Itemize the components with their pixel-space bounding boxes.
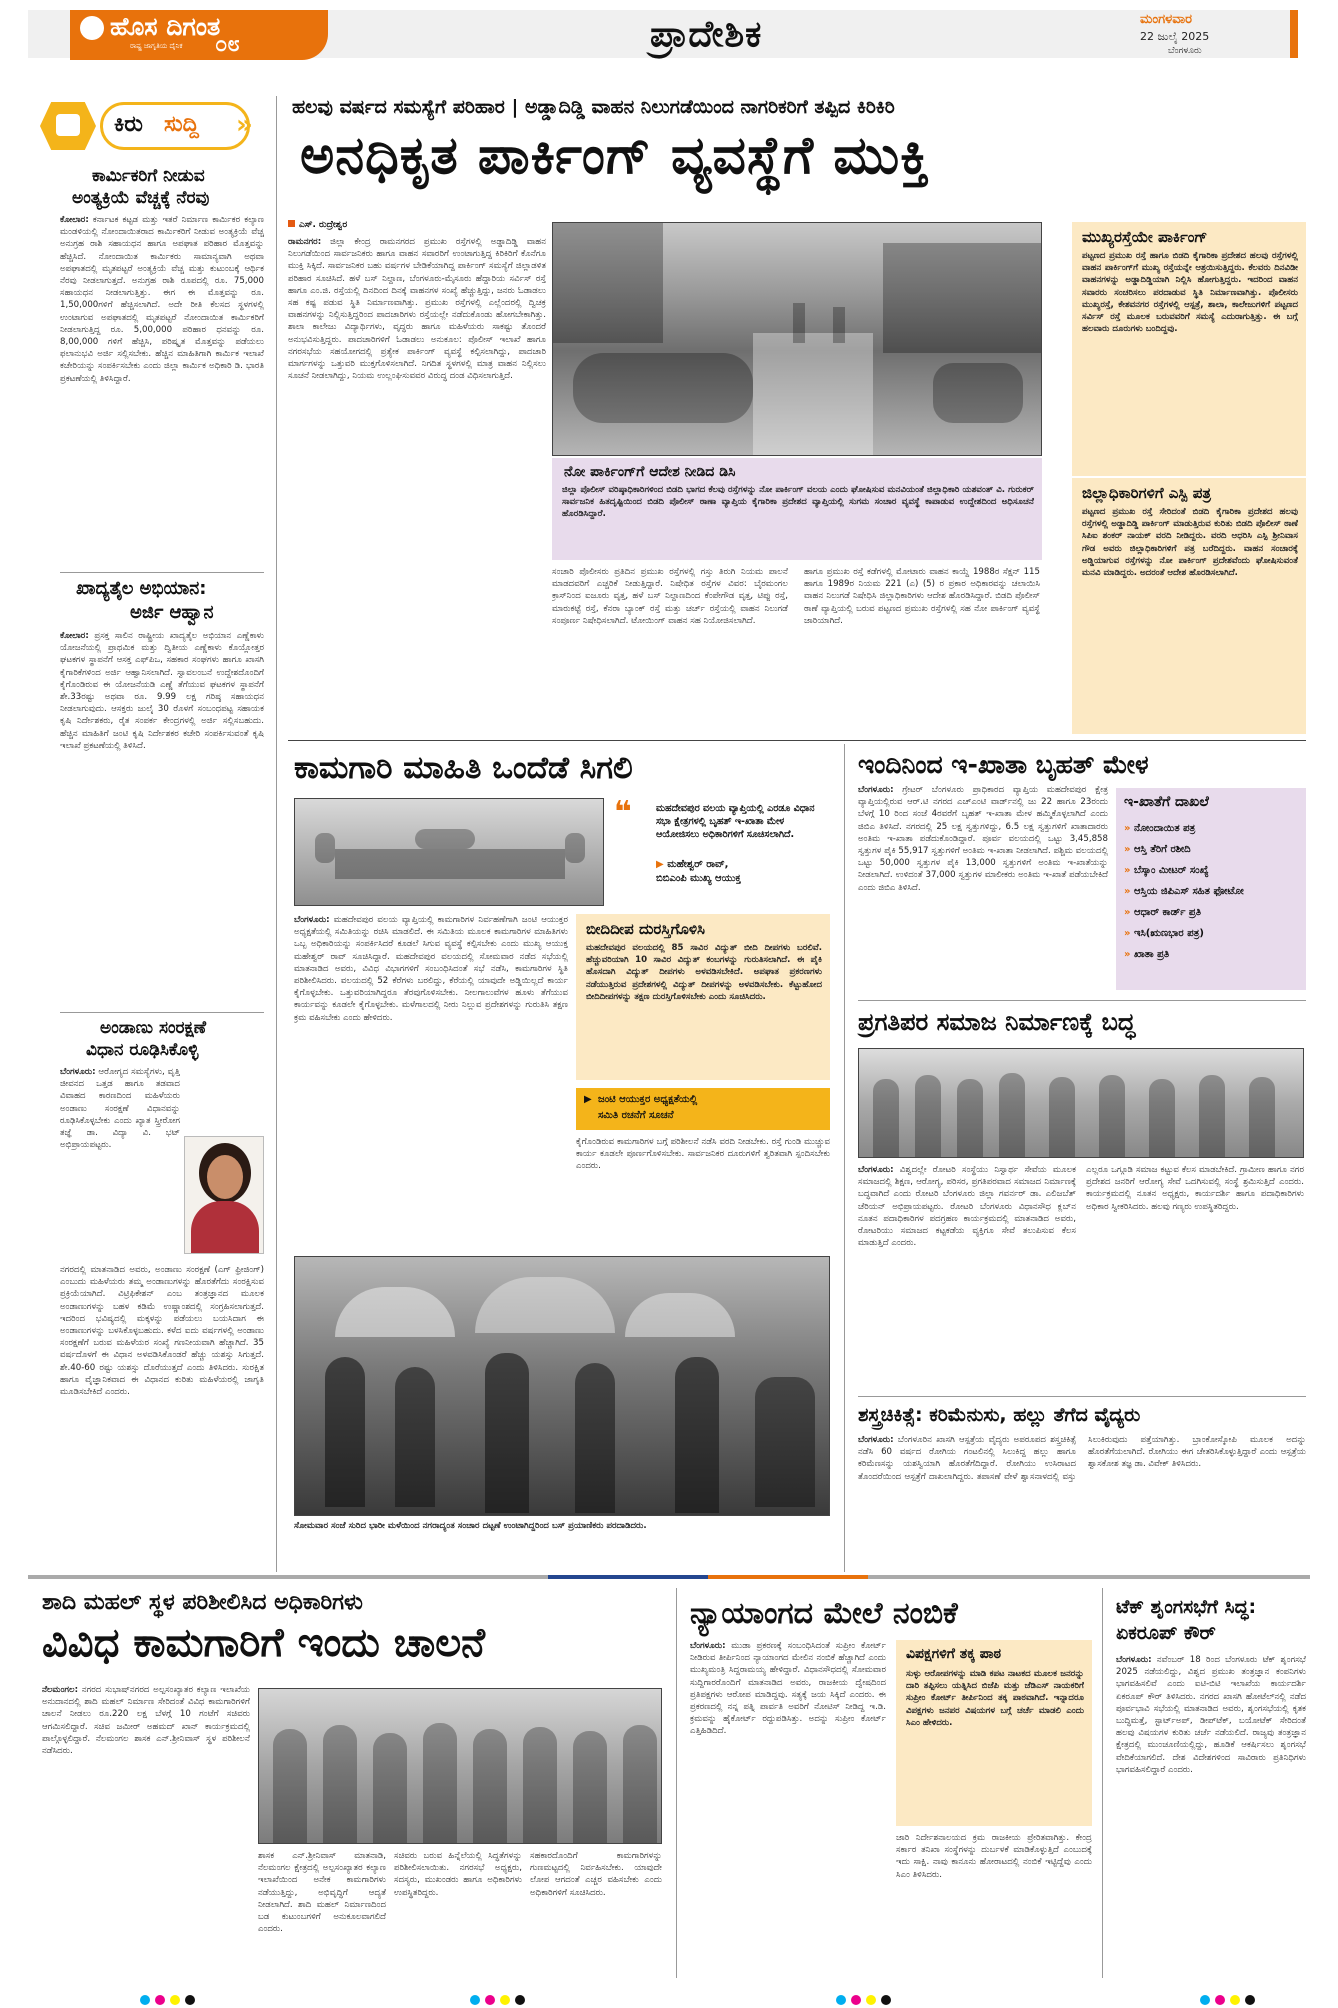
story3-text-a: ಆರೋಗ್ಯದ ಸಮಸ್ಯೆಗಳು, ವೃತ್ತಿ ಜೀವನದ ಒತ್ತಡ ಹಾಗೂ ತಡವಾದ ವಿವಾಹದ ಕಾರಣದಿಂದ ಮಹಿಳೆಯರು ಅಂಡಾಣು ಸಂರಕ್ಷಣೆ ವಿಧಾನವನ್ನು ರೂಢಿಸಿಕೊಳ್ಳಬೇಕು ಎಂದು ಖ್ಯಾತ ಸ್ತ್ರೀರೋಗ ತಜ್ಞೆ ಡಾ. ವಿದ್ಯಾ ವಿ. ಭಟ್ ಅಭಿಪ್ರಾಯಪಟ್ಟರು. (60, 1067, 180, 1151)
work-info-quote-role: ಬಿಬಿಎಂಪಿ ಮುಖ್ಯ ಆಯುಕ್ತ (656, 873, 741, 884)
story2-body (60, 630, 264, 1008)
lead-headline: ಅನಧಿಕೃತ ಪಾರ್ಕಿಂಗ್ ವ್ಯವಸ್ಥೆಗೆ ಮುಕ್ತಿ (300, 126, 930, 186)
parking-photo-caption-body: ಜಿಲ್ಲಾ ಪೊಲೀಸ್ ವರಿಷ್ಠಾಧಿಕಾರಿಗಳಿಂದ ಬಿಡದಿ ಭಾಗದ ಕೆಲವು ರಸ್ತೆಗಳನ್ನು ನೋ ಪಾರ್ಕಿಂಗ್ ವಲಯ ಎಂದು ಘೋಷಿಸುವ ಮನವಿಯಂತೆ ಜಿಲ್ಲಾಧಿಕಾರಿ ಯಶವಂತ್ ವಿ. ಗುರುಕರ್ ಸಾರ್ವಜನಿಕ ಹಿತದೃಷ್ಟಿಯಿಂದ ಬಿಡದಿ ಪೊಲೀಸ್ ಠಾಣಾ ವ್ಯಾಪ್ತಿಯ ಕೈಗಾರಿಕಾ ಪ್ರದೇಶದ ವ್ಯಾಪ್ತಿಯಲ್ಲಿ ಸುಗಮ ಸಂಚಾರ ವ್ಯವಸ್ಥೆ ಕಾಪಾಡುವ ಉದ್ದೇಶದಿಂದ ಅಧಿಸೂಚನೆ ಹೊರಡಿಸಿದ್ದಾರೆ. (562, 485, 1034, 520)
ekhata-doc-item: » ಬೆಸ್ಕಾಂ ಮೀಟರ್ ಸಂಖ್ಯೆ (1124, 865, 1209, 876)
ekhata-headline: ಇಂದಿನಿಂದ ಇ-ಖಾತಾ ಬೃಹತ್ ಮೇಳ (858, 750, 1149, 779)
shadi-body-b: ಸಚಿವರು ಬರುವ ಹಿನ್ನೆಲೆಯಲ್ಲಿ ಸಿದ್ಧತೆಗಳನ್ನು ಪರಿಶೀಲಿಸಲಾಯಿತು. ನಗರಸಭೆ ಅಧ್ಯಕ್ಷರು, ಸದಸ್ಯರು, ಮುಖಂಡರು ಹಾಗೂ ಅಧಿಕಾರಿಗಳು ಉಪಸ್ಥಿತರಿದ್ದರು. (394, 1851, 522, 1898)
court-body-a-text: ಮುಡಾ ಪ್ರಕರಣಕ್ಕೆ ಸಂಬಂಧಿಸಿದಂತೆ ಸುಪ್ರೀಂ ಕೋರ್ಟ್ ನೀಡಿರುವ ತೀರ್ಪಿನಿಂದ ನ್ಯಾಯಾಂಗದ ಮೇಲಿನ ನಂಬಿಕೆ ಹೆಚ್ಚಾಗಿದೆ ಎಂದು ಮುಖ್ಯಮಂತ್ರಿ ಸಿದ್ದರಾಮಯ್ಯ ಹೇಳಿದ್ದಾರೆ. ವಿಧಾನಸೌಧದಲ್ಲಿ ಸೋಮವಾರ ಸುದ್ದಿಗಾರರೊಂದಿಗೆ ಮಾತನಾಡಿದ ಅವರು, ರಾಜಕೀಯ ದ್ವೇಷದಿಂದ ಪ್ರತಿಪಕ್ಷಗಳು ಆರೋಪ ಮಾಡಿದ್ದವು. ಸತ್ಯಕ್ಕೆ ಜಯ ಸಿಕ್ಕಿದೆ ಎಂದರು. ಈ ಪ್ರಕರಣದಲ್ಲಿ ನನ್ನ ಪತ್ನಿ ಪಾರ್ವತಿ ಅವರಿಗೆ ನೋಟಿಸ್ ನೀಡಿದ್ದ ಇ.ಡಿ. ಕ್ರಮವನ್ನು ಹೈಕೋರ್ಟ್ ರದ್ದುಪಡಿಸಿತ್ತು. ಅದನ್ನು ಸುಪ್ರೀಂ ಕೋರ್ಟ್ ಎತ್ತಿಹಿಡಿದಿದೆ. (690, 1641, 886, 1737)
page-number: ೦೮ (215, 32, 240, 57)
shadi-body-c: ಸಹಕಾರದೊಂದಿಗೆ ಕಾಮಗಾರಿಗಳನ್ನು ಗುಣಮಟ್ಟದಲ್ಲಿ ನಿರ್ವಹಿಸಬೇಕು. ಯಾವುದೇ ಲೋಪ ಆಗದಂತೆ ಎಚ್ಚರ ವಹಿಸಬೇಕು ಎಂದು ಅಧಿಕಾರಿಗಳಿಗೆ ಸೂಚಿಸಿದರು. (530, 1851, 662, 1898)
ekhata-docs-title: ಇ-ಖಾತೆಗೆ ದಾಖಲೆ (1124, 794, 1209, 810)
court-box-title: ವಿಪಕ್ಷಗಳಿಗೆ ತಕ್ಕ ಪಾಠ (906, 1646, 1002, 1662)
shadi-place: ನೆಲಮಂಗಲ: (42, 1685, 79, 1695)
chevron-right-icon: » (1124, 823, 1134, 834)
section-color-bar-orange (708, 1575, 868, 1579)
surgery-headline: ಶಸ್ತ್ರಚಿಕಿತ್ಸೆ: ಕರಿಮೆನುಸು, ಹಲ್ಲು ತೆಗೆದ ವೈದ್ಯರು (858, 1404, 1141, 1426)
masthead-day: ಮಂಗಳವಾರ (1140, 12, 1193, 27)
streetlight-body: ಮಹದೇವಪುರ ವಲಯದಲ್ಲಿ 85 ಸಾವಿರ ವಿದ್ಯುತ್ ಬೀದಿ ದೀಪಗಳು ಬರಲಿವೆ. ಹೆಚ್ಚುವರಿಯಾಗಿ 10 ಸಾವಿರ ವಿದ್ಯುತ್ ಕಂಬಗಳನ್ನು ಗುರುತಿಸಲಾಗಿದೆ. ಈ ಪೈಕಿ ಹೊಸದಾಗಿ ವಿದ್ಯುತ್ ದೀಪಗಳು ಅಳವಡಿಸಬೇಕಿದೆ. ಅಪಘಾತ ಪ್ರಕರಣಗಳು ನಡೆಯುತ್ತಿರುವ ಪ್ರದೇಶಗಳಲ್ಲಿ ವಿದ್ಯುತ್ ದೀಪಗಳನ್ನು ಅಳವಡಿಸಬೇಕು. ಕೆಟ್ಟುಹೋದ ಬೀದಿದೀಪಗಳನ್ನು ತಕ್ಷಣ ದುರಸ್ತಿಗೊಳಿಸಬೇಕು ಎಂದು ಸೂಚಿಸಿದರು. (586, 943, 822, 1002)
left-divider-1 (60, 572, 264, 573)
registration-marks-far (1200, 1990, 1260, 2002)
work-info-headline: ಕಾಮಗಾರಿ ಮಾಹಿತಿ ಒಂದೆಡೆ ಸಿಗಲಿ (294, 750, 633, 786)
pointing-hand-icon (40, 102, 96, 150)
lead-col2 (552, 566, 788, 736)
lead-byline (288, 220, 347, 230)
section-title: ಪ್ರಾದೇಶಿಕ (650, 14, 763, 55)
bottom-divider-1 (676, 1588, 677, 1978)
committee-badge: ▶ ಜಂಟಿ ಆಯುಕ್ತರ ಅಧ್ಯಕ್ಷತೆಯಲ್ಲಿ ಸಮಿತಿ ರಚನೆಗೆ ಸೂಚನೆ (576, 1088, 830, 1130)
story1-place: ಕೋಲಾರ: (60, 215, 89, 225)
story2-title-a: ಖಾದ್ಯತೈಲ ಅಭಿಯಾನ: (76, 578, 207, 599)
court-body-a (690, 1640, 886, 1980)
chevron-right-icon: » (1124, 949, 1134, 960)
chevron-right-icon: » (1124, 907, 1134, 918)
chevron-right-icon: » (1124, 928, 1134, 939)
shadi-body-a (42, 1684, 250, 1980)
ekhata-doc-item: » ಖಾತಾ ಪ್ರತಿ (1124, 949, 1170, 960)
story1-title-a: ಕಾರ್ಮಿಕರಿಗೆ ನೀಡುವ (92, 166, 205, 186)
committee-label-b: ಸಮಿತಿ ರಚನೆಗೆ ಸೂಚನೆ (598, 1110, 674, 1121)
court-body-b: ಜಾರಿ ನಿರ್ದೇಶನಾಲಯದ ಕ್ರಮ ರಾಜಕೀಯ ಪ್ರೇರಿತವಾಗಿತ್ತು. ಕೇಂದ್ರ ಸರ್ಕಾರ ತನಿಖಾ ಸಂಸ್ಥೆಗಳನ್ನು ದುರ್ಬಳಕೆ ಮಾಡಿಕೊಳ್ಳುತ್ತಿದೆ ಎಂಬುದಕ್ಕೆ ಇದು ಸಾಕ್ಷಿ. ನಾವು ಕಾನೂನು ಹೋರಾಟದಲ್ಲಿ ನಂಬಿಕೆ ಇಟ್ಟಿದ್ದೆವು ಎಂದು ಸಿಎಂ ತಿಳಿಸಿದರು. (896, 1833, 1092, 1880)
section-color-bar-grey (28, 1575, 548, 1579)
shadi-body-a-text: ನಗರದ ಸುಭಾಷ್‌ನಗರದ ಅಲ್ಪಸಂಖ್ಯಾತರ ಕಲ್ಯಾಣ ಇಲಾಖೆಯ ಅನುದಾನದಲ್ಲಿ ಶಾದಿ ಮಹಲ್ ನಿರ್ಮಾಣ ಸೇರಿದಂತೆ ವಿವಿಧ ಕಾಮಗಾರಿಗಳಿಗೆ ಚಾಲನೆ ನೀಡಲು ರೂ.220 ಲಕ್ಷ ಬೆಳಗ್ಗೆ 10 ಗಂಟೆಗೆ ಸಚಿವರು ಆಗಮಿಸಲಿದ್ದಾರೆ. ಸಚಿವ ಜಮೀರ್ ಅಹಮದ್ ಖಾನ್ ಕಾರ್ಯಕ್ರಮದಲ್ಲಿ ಪಾಲ್ಗೊಳ್ಳಲಿದ್ದಾರೆ. ನೆಲಮಂಗಲ ಶಾಸಕ ಎನ್.ಶ್ರೀನಿವಾಸ್ ಸ್ಥಳ ಪರಿಶೀಲನೆ ನಡೆಸಿದರು. (42, 1685, 250, 1757)
doctor-portrait (184, 1136, 264, 1254)
registration-marks-mid (470, 1990, 530, 2002)
side-box-2-title: ಜಿಲ್ಲಾಧಿಕಾರಿಗಳಿಗೆ ಎಸ್ಪಿ ಪತ್ರ (1082, 484, 1211, 502)
logo-text: ಹೊಸ ದಿಗಂತ (110, 12, 221, 41)
section-color-bar-blue (548, 1575, 708, 1579)
shadi-kicker: ಶಾದಿ ಮಹಲ್ ಸ್ಥಳ ಪರಿಶೀಲಿಸಿದ ಅಧಿಕಾರಿಗಳು (42, 1590, 363, 1615)
kirusuddi-badge (40, 102, 264, 150)
section-color-bar-grey2 (868, 1575, 1310, 1579)
ekhata-doc-item: » ಆಧಾರ್ ಕಾರ್ಡ್ ಪ್ರತಿ (1124, 907, 1202, 918)
work-info-body1-text: ಮಹದೇವಪುರ ವಲಯ ವ್ಯಾಪ್ತಿಯಲ್ಲಿ ಕಾಮಗಾರಿಗಳ ನಿರ್ವಹಣೆಗಾಗಿ ಜಂಟಿ ಆಯುಕ್ತರ ಅಧ್ಯಕ್ಷತೆಯಲ್ಲಿ ಸಮಿತಿಯನ್ನು ರಚಿಸಿ ಮಾಡಲಿದೆ. ಈ ಸಮಿತಿಯ ಮೂಲಕ ಕಾಮಗಾರಿಗಳ ಮಾಹಿತಿಗಳು ಒಬ್ಬ ಅಧಿಕಾರಿಯನ್ನು ಸಂಪರ್ಕಿಸಿದರೆ ಕೂಡಲೆ ಸಿಗುವ ವ್ಯವಸ್ಥೆ ಕಲ್ಪಿಸಬೇಕು ಎಂದು ಮುಖ್ಯ ಆಯುಕ್ತ ಮಹೇಶ್ವರ್ ರಾವ್ ಸೂಚಿಸಿದ್ದಾರೆ. ಮಹದೇವಪುರ ವಲಯದಲ್ಲಿ ಸೋಮವಾರ ನಡೆದ ಸಭೆಯಲ್ಲಿ ಮಾತನಾಡಿದ ಅವರು, ವಿವಿಧ ವಿಭಾಗಗಳಿಗೆ ಸಂಬಂಧಿಸಿದಂತೆ ಸಭೆ ನಡೆಸಿ, ಕಾಮಗಾರಿಗಳ ಸ್ಥಿತಿ ಪರಿಶೀಲಿಸಿದರು. ವಲಯದಲ್ಲಿ 52 ಕೆರೆಗಳು ಬರಲಿದ್ದು, ಕೆರೆಯಲ್ಲಿ ಯಾವುದೇ ಅಡ್ಡಿಯಿಲ್ಲದೆ ಕಾರ್ಯ ಕೈಗೊಳ್ಳಬೇಕು. ಒತ್ತುವರಿಯಾಗಿದ್ದರೂ ತೆರವುಗೊಳಿಸಬೇಕು. ನೀಲಗಾಲುವೆಗಳ ಹೂಳು ತೆಗೆಯುವ ಕಾರ್ಯವನ್ನು ಕೂಡಲೇ ಕೈಗೊಳ್ಳಬೇಕು. ಮಳೆಗಾಲದಲ್ಲಿ ನೀರು ನಿಲ್ಲುವ ಪ್ರದೇಶಗಳನ್ನು ಗುರುತಿಸಿ ತಕ್ಷಣ ಕ್ರಮ ವಹಿಸಬೇಕು ಎಂದು ಹೇಳಿದರು. (294, 915, 568, 1023)
work-info-quote-by: ▶ ಮಹೇಶ್ವರ್ ರಾವ್, ಬಿಬಿಎಂಪಿ ಮುಖ್ಯ ಆಯುಕ್ತ (656, 859, 741, 884)
court-place: ಬೆಂಗಳೂರು: (690, 1641, 726, 1651)
chevron-right-icon: » (1124, 844, 1134, 855)
lead-col1-text: ಜಿಲ್ಲಾ ಕೇಂದ್ರ ರಾಮನಗರದ ಪ್ರಮುಖ ರಸ್ತೆಗಳಲ್ಲಿ ಅಡ್ಡಾದಿಡ್ಡಿ ವಾಹನ ನಿಲುಗಡೆಯಿಂದ ಸಾರ್ವಜನಿಕರು ಹಾಗೂ ವಾಹನ ಸವಾರರಿಗೆ ಉಂಟಾಗುತ್ತಿದ್ದ ಕಿರಿಕಿರಿಗೆ ಕೊನೆಗೂ ಮುಕ್ತಿ ಸಿಕ್ಕಿದೆ. ಸಾರ್ವಜನಿಕರ ಬಹು ವರ್ಷಗಳ ಬೇಡಿಕೆಯಾಗಿದ್ದ ಪಾರ್ಕಿಂಗ್ ಸಮಸ್ಯೆಗೆ ಜಿಲ್ಲಾಡಳಿತ ಪರಿಹಾರ ಸೂಚಿಸಿದೆ. ಹಳೆ ಬಸ್ ನಿಲ್ದಾಣ, ಬೆಂಗಳೂರು-ಮೈಸೂರು ಹೆದ್ದಾರಿಯ ಸರ್ವಿಸ್ ರಸ್ತೆ ಹಾಗೂ ಎಂ.ಜಿ. ರಸ್ತೆಯಲ್ಲಿ ದಿನದಿಂದ ದಿನಕ್ಕೆ ವಾಹನಗಳ ಸಂಖ್ಯೆ ಹೆಚ್ಚುತ್ತಿದ್ದು, ಜನರು ಓಡಾಡಲು ಸಹ ಕಷ್ಟ ಪಡುವ ಸ್ಥಿತಿ ನಿರ್ಮಾಣವಾಗಿತ್ತು. ಪ್ರಮುಖ ರಸ್ತೆಗಳಲ್ಲಿ ಎಲ್ಲೆಂದರಲ್ಲಿ ದ್ವಿಚಕ್ರ ವಾಹನಗಳನ್ನು ನಿಲ್ಲಿಸುತ್ತಿದ್ದರಿಂದ ಪಾದಚಾರಿಗಳು ರಸ್ತೆಯಲ್ಲೇ ನಡೆದುಕೊಂಡು ಹೋಗಬೇಕಾಗಿತ್ತು. ಶಾಲಾ ಕಾಲೇಜು ವಿದ್ಯಾರ್ಥಿಗಳು, ವೃದ್ಧರು ಹಾಗೂ ಮಹಿಳೆಯರು ಸಾಕಷ್ಟು ತೊಂದರೆ ಅನುಭವಿಸುತ್ತಿದ್ದರು. ಪಾದಚಾರಿಗಳಿಗೆ ಓಡಾಡಲು ಅನುಕೂಲ: ಪೊಲೀಸ್ ಇಲಾಖೆ ಹಾಗೂ ನಗರಸಭೆಯ ಸಹಯೋಗದಲ್ಲಿ ಪ್ರತ್ಯೇಕ ಪಾರ್ಕಿಂಗ್ ವ್ಯವಸ್ಥೆ ಕಲ್ಪಿಸಲಾಗಿದ್ದು, ಪಾದಚಾರಿ ಮಾರ್ಗಗಳನ್ನು ಒತ್ತುವರಿ ಮುಕ್ತಗೊಳಿಸಲಾಗಿದೆ. ನಿಗದಿತ ಸ್ಥಳಗಳಲ್ಲಿ ಮಾತ್ರ ವಾಹನ ನಿಲ್ಲಿಸಲು ಸೂಚನೆ ನೀಡಲಾಗಿದ್ದು, ನಿಯಮ ಉಲ್ಲಂಘಿಸುವವರ ವಿರುದ್ಧ ದಂಡ ವಿಧಿಸಲಾಗುತ್ತಿದೆ. (288, 237, 546, 382)
mid-column-divider (844, 744, 845, 1572)
shadi-headline: ವಿವಿಧ ಕಾಮಗಾರಿಗೆ ಇಂದು ಚಾಲನೆ (42, 1620, 485, 1666)
lead-place: ರಾಮನಗರ: (288, 237, 322, 247)
teck-body-text: ನವೆಂಬರ್ 18 ರಿಂದ ಬೆಂಗಳೂರು ಟೆಕ್ ಶೃಂಗಸಭೆ 2025 ನಡೆಯಲಿದ್ದು, ವಿಶ್ವದ ಪ್ರಮುಖ ತಂತ್ರಜ್ಞಾನ ಕಂಪನಿಗಳು ಭಾಗವಹಿಸಲಿವೆ ಎಂದು ಐಟಿ-ಬಿಟಿ ಇಲಾಖೆಯ ಕಾರ್ಯದರ್ಶಿ ಏಕರೂಪ್ ಕೌರ್ ತಿಳಿಸಿದರು. ನಗರದ ಖಾಸಗಿ ಹೋಟೆಲ್‌ನಲ್ಲಿ ನಡೆದ ಪೂರ್ವಭಾವಿ ಸಭೆಯಲ್ಲಿ ಮಾತನಾಡಿದ ಅವರು, ಶೃಂಗಸಭೆಯಲ್ಲಿ ಕೃತಕ ಬುದ್ಧಿಮತ್ತೆ, ಸ್ಟಾರ್ಟ್‌ಅಪ್, ಡೀಪ್‌ಟೆಕ್, ಬಯೋಟೆಕ್ ಸೇರಿದಂತೆ ಹಲವು ವಿಷಯಗಳ ಕುರಿತು ಚರ್ಚೆ ನಡೆಯಲಿದೆ. ರಾಜ್ಯವು ತಂತ್ರಜ್ಞಾನ ಕ್ಷೇತ್ರದಲ್ಲಿ ಮುಂಚೂಣಿಯಲ್ಲಿದ್ದು, ಹೂಡಿಕೆ ಆಕರ್ಷಿಸಲು ಶೃಂಗಸಭೆ ವೇದಿಕೆಯಾಗಲಿದೆ. ದೇಶ ವಿದೇಶಗಳಿಂದ ಸಾವಿರಾರು ಪ್ರತಿನಿಧಿಗಳು ಭಾಗವಹಿಸಲಿದ್ದಾರೆ ಎಂದರು. (1116, 1655, 1306, 1775)
story3-body-b: ನಗರದಲ್ಲಿ ಮಾತನಾಡಿದ ಅವರು, ಅಂಡಾಣು ಸಂರಕ್ಷಣೆ (ಎಗ್ ಫ್ರೀಜಿಂಗ್) ಎಂಬುದು ಮಹಿಳೆಯರು ತಮ್ಮ ಅಂಡಾಣುಗಳನ್ನು ಹೊರತೆಗೆದು ಸಂರಕ್ಷಿಸುವ ಪ್ರಕ್ರಿಯೆಯಾಗಿದೆ. ವಿಟ್ರಿಫಿಕೇಶನ್ ಎಂಬ ತಂತ್ರಜ್ಞಾನದ ಮೂಲಕ ಅಂಡಾಣುಗಳನ್ನು ಬಹಳ ಕಡಿಮೆ ಉಷ್ಣಾಂಶದಲ್ಲಿ ಸಂಗ್ರಹಿಸಲಾಗುತ್ತದೆ. ಇದರಿಂದ ಭವಿಷ್ಯದಲ್ಲಿ ಮಕ್ಕಳನ್ನು ಪಡೆಯಲು ಬಯಸಿದಾಗ ಈ ಅಂಡಾಣುಗಳನ್ನು ಬಳಸಿಕೊಳ್ಳಬಹುದು. ಕಳೆದ ಐದು ವರ್ಷಗಳಲ್ಲಿ ಅಂಡಾಣು ಸಂರಕ್ಷಣೆಗೆ ಬರುವ ಮಹಿಳೆಯರ ಸಂಖ್ಯೆ ಗಣನೀಯವಾಗಿ ಹೆಚ್ಚಾಗಿದೆ. 35 ವರ್ಷದೊಳಗೆ ಈ ವಿಧಾನ ಅಳವಡಿಸಿಕೊಂಡರೆ ಹೆಚ್ಚು ಯಶಸ್ಸು ಸಿಗುತ್ತದೆ. ಶೇ.40-60 ರಷ್ಟು ಯಶಸ್ಸು ದೊರೆಯುತ್ತದೆ ಎಂದು ತಿಳಿಸಿದರು. ಸುರಕ್ಷಿತ ಹಾಗೂ ವೈಜ್ಞಾನಿಕವಾದ ಈ ವಿಧಾನದ ಕುರಿತು ಮಹಿಳೆಯರಲ್ಲಿ ಜಾಗೃತಿ ಮೂಡಿಸಬೇಕಿದೆ ಎಂದರು. (60, 1265, 264, 1398)
teck-body (1116, 1654, 1306, 1980)
teck-place: ಬೆಂಗಳೂರು: (1116, 1655, 1152, 1665)
kirusuddi-label-b: ಸುದ್ದಿ (164, 112, 199, 137)
shadi-photo (258, 1688, 662, 1844)
progressive-place: ಬೆಂಗಳೂರು: (858, 1165, 894, 1175)
left-column-divider (276, 96, 277, 1572)
ekhata-body (858, 784, 1108, 992)
ekhata-bottom-rule (858, 1000, 1306, 1001)
side-box-1-title: ಮುಖ್ಯರಸ್ತೆಯೇ ಪಾರ್ಕಿಂಗ್ (1082, 228, 1208, 246)
lead-byline-text: ಎಸ್. ರುದ್ರೇಶ್ವರ (299, 220, 348, 230)
rain-photo (294, 1256, 830, 1516)
parking-photo (552, 222, 1042, 456)
masthead-accent (1290, 10, 1298, 58)
story3-title-b: ವಿಧಾನ ರೂಢಿಸಿಕೊಳ್ಳಿ (86, 1040, 199, 1060)
progressive-bottom-rule (858, 1396, 1306, 1397)
left-divider-2 (60, 1012, 264, 1013)
teck-headline-b: ಏಕರೂಪ್ ಕೌರ್ (1116, 1622, 1216, 1644)
ekhata-docs-list (1124, 818, 1300, 965)
lead-bottom-rule (288, 740, 1306, 741)
masthead-city: ಬೆಂಗಳೂರು (1168, 46, 1202, 56)
surgery-body (858, 1434, 1306, 1568)
meeting-photo (294, 798, 604, 906)
bottom-divider-2 (1102, 1588, 1103, 1978)
lead-col3: ಹಾಗೂ ಪ್ರಮುಖ ರಸ್ತೆ ಕಡೆಗಳಲ್ಲಿ ಮೋಟಾರು ವಾಹನ ಕಾಯ್ದೆ 1988ರ ಸೆಕ್ಷನ್ 115 ಹಾಗೂ 1989ರ ನಿಯಮ 221 (ಎ) (5) ರ ಪ್ರಕಾರ ಅಧಿಕಾರವನ್ನು ಚಲಾಯಿಸಿ ವಾಹನ ನಿಲುಗಡೆ ನಿಷೇಧಿಸಿ ಜಿಲ್ಲಾಧಿಕಾರಿಗಳು ಆದೇಶ ಹೊರಡಿಸಿದ್ದಾರೆ. ಬಿಡದಿ ಪೊಲೀಸ್ ಠಾಣೆ ವ್ಯಾಪ್ತಿಯಲ್ಲಿ ಬರುವ ಪಟ್ಟಣದ ಪ್ರಮುಖ ರಸ್ತೆಗಳಲ್ಲಿ ಸಹ ನೋ ಪಾರ್ಕಿಂಗ್ ವ್ಯವಸ್ಥೆ ಜಾರಿಯಾಗಿದೆ. (804, 567, 1040, 626)
progressive-body-a (858, 1164, 1076, 1390)
surgery-place: ಬೆಂಗಳೂರು: (858, 1435, 894, 1445)
ekhata-doc-item: » ಇಸಿ(ಋಣಭಾರ ಪತ್ರ) (1124, 928, 1204, 939)
chevron-right-icon: » (236, 110, 253, 140)
kirusuddi-label-a: ಕಿರು (114, 112, 143, 137)
story1-title-b: ಅಂತ್ಯಕ್ರಿಯೆ ವೆಚ್ಚಕ್ಕೆ ನೆರವು (72, 188, 210, 208)
logo-emblem-icon (80, 16, 104, 40)
ekhata-place: ಬೆಂಗಳೂರು: (858, 785, 894, 795)
progressive-body-a-text: ವಿಶ್ವದಲ್ಲೇ ರೋಟರಿ ಸಂಸ್ಥೆಯು ನಿಸ್ವಾರ್ಥ ಸೇವೆಯ ಮೂಲಕ ಸಮಾಜದಲ್ಲಿ ಶಿಕ್ಷಣ, ಆರೋಗ್ಯ, ಪರಿಸರ, ಪ್ರಗತಿಪರವಾದ ಸಮಾಜದ ನಿರ್ಮಾಣಕ್ಕೆ ಬದ್ಧವಾಗಿದೆ ಎಂದು ರೋಟರಿ ಬೆಂಗಳೂರು ಜಿಲ್ಲಾ ಗವರ್ನರ್ ಡಾ. ಎಲಿಜಬೆತ್ ಚೆರಿಯನ್ ಅಭಿಪ್ರಾಯಪಟ್ಟರು. ರೋಟರಿ ಬೆಂಗಳೂರು ವಿಧಾನಸೌಧ ಕ್ಲಬ್‌ನ ನೂತನ ಪದಾಧಿಕಾರಿಗಳ ಪದಗ್ರಹಣ ಕಾರ್ಯಕ್ರಮದಲ್ಲಿ ಮಾತನಾಡಿದ ಅವರು, ರೋಟರಿಯು ಸಮಾಜದ ಕಟ್ಟಕಡೆಯ ವ್ಯಕ್ತಿಗೂ ಸೇವೆ ತಲುಪಿಸುವ ಕೆಲಸ ಮಾಡುತ್ತಿದೆ ಎಂದರು. (858, 1165, 1076, 1249)
committee-label-a: ಜಂಟಿ ಆಯುಕ್ತರ ಅಧ್ಯಕ್ಷತೆಯಲ್ಲಿ (598, 1094, 698, 1105)
lead-col2-text: ಸಂಚಾರಿ ಪೊಲೀಸರು ಪ್ರತಿದಿನ ಪ್ರಮುಖ ರಸ್ತೆಗಳಲ್ಲಿ ಗಸ್ತು ತಿರುಗಿ ನಿಯಮ ಪಾಲನೆ ಮಾಡದವರಿಗೆ ಎಚ್ಚರಿಕೆ ನೀಡುತ್ತಿದ್ದಾರೆ. ನಿಷೇಧಿತ ರಸ್ತೆಗಳ ವಿವರ: ಬೈರಮಂಗಲ ಕ್ರಾಸ್‌ನಿಂದ ಐಜೂರು ವೃತ್ತ, ಹಳೆ ಬಸ್ ನಿಲ್ದಾಣದಿಂದ ಕೆಂಪೇಗೌಡ ವೃತ್ತ, ಟಿಪ್ಪು ರಸ್ತೆ, ಮಾರುಕಟ್ಟೆ ರಸ್ತೆ, ಕೆನರಾ ಬ್ಯಾಂಕ್ ರಸ್ತೆ ಮತ್ತು ಚರ್ಚ್ ರಸ್ತೆಯಲ್ಲಿ ವಾಹನ ನಿಲುಗಡೆ ಸಂಪೂರ್ಣ ನಿಷೇಧಿಸಲಾಗಿದೆ. ಟೋಯಿಂಗ್ ವಾಹನ ಸಹ ನಿಯೋಜಿಸಲಾಗಿದೆ. (552, 567, 788, 626)
teck-headline-a: ಟೆಕ್ ಶೃಂಗಸಭೆಗೆ ಸಿದ್ಧ: (1116, 1596, 1257, 1618)
quote-mark-icon: ❝ (614, 795, 632, 830)
side-box-1-body: ಪಟ್ಟಣದ ಪ್ರಮುಖ ರಸ್ತೆ ಹಾಗೂ ಬಿಡದಿ ಕೈಗಾರಿಕಾ ಪ್ರದೇಶದ ಹಲವು ರಸ್ತೆಗಳಲ್ಲಿ ವಾಹನ ಪಾರ್ಕಿಂಗ್‌ಗೆ ಮುಖ್ಯ ರಸ್ತೆಯನ್ನೇ ಆಶ್ರಯಿಸುತ್ತಿದ್ದರು. ಕೆಲವರು ದಿನವಿಡೀ ವಾಹನಗಳನ್ನು ಅಡ್ಡಾದಿಡ್ಡಿಯಾಗಿ ನಿಲ್ಲಿಸಿ ಹೋಗುತ್ತಿದ್ದರು. ಇದರಿಂದ ವಾಹನ ಸವಾರರು ಸಂಚರಿಸಲು ಪರದಾಡುವ ಸ್ಥಿತಿ ನಿರ್ಮಾಣವಾಗಿತ್ತು. ಪೊಲೀಸರು ಮುಖ್ಯರಸ್ತೆ, ಕೇಶವನಗರ ರಸ್ತೆಗಳಲ್ಲಿ ಆಸ್ಪತ್ರೆ, ಶಾಲಾ, ಕಾಲೇಜುಗಳಿಗೆ ಪಟ್ಟಣದ ಸರ್ವಿಸ್ ರಸ್ತೆ ಮೂಲಕ ಬರುವವರಿಗೆ ಸಮಸ್ಯೆ ಎದುರಾಗುತ್ತಿತ್ತು. ಈ ಬಗ್ಗೆ ಹಲವಾರು ದೂರುಗಳು ಬಂದಿದ್ದವು. (1082, 251, 1298, 335)
ekhata-doc-item: » ನೋಂದಾಯಿತ ಪತ್ರ (1124, 823, 1196, 834)
rain-photo-caption: ಸೋಮವಾರ ಸಂಜೆ ಸುರಿದ ಭಾರೀ ಮಳೆಯಿಂದ ನಗರಾದ್ಯಂತ ಸಂಚಾರ ದಟ್ಟಣೆ ಉಂಟಾಗಿದ್ದರಿಂದ ಬಸ್ ಪ್ರಯಾಣಿಕರು ಪರದಾಡಿದರು. (294, 1521, 647, 1531)
logo-block (70, 10, 328, 60)
rotary-photo (858, 1048, 1304, 1158)
registration-marks-left (140, 1990, 200, 2002)
chevron-right-icon: » (1124, 886, 1134, 897)
story3-body-a (60, 1066, 180, 1262)
lead-kicker: ಹಲವು ವರ್ಷದ ಸಮಸ್ಯೆಗೆ ಪರಿಹಾರ | ಅಡ್ಡಾದಿಡ್ಡಿ ವಾಹನ ನಿಲುಗಡೆಯಿಂದ ನಾಗರಿಕರಿಗೆ ತಪ್ಪಿದ ಕಿರಿಕಿರಿ (292, 96, 895, 118)
story2-text: ಪ್ರಸಕ್ತ ಸಾಲಿನ ರಾಷ್ಟ್ರೀಯ ಖಾದ್ಯತೈಲ ಅಭಿಯಾನ ಎಣ್ಣೆಕಾಳು ಯೋಜನೆಯಲ್ಲಿ ಪ್ರಾಥಮಿಕ ಮತ್ತು ದ್ವಿತೀಯ ಎಣ್ಣೆಕಾಳು ಕೊಯ್ಲೋತ್ತರ ಘಟಕಗಳ ಸ್ಥಾಪನೆಗೆ ಆಸಕ್ತ ಎಫ್‌ಪಿಒ, ಸಹಕಾರ ಸಂಘಗಳು ಹಾಗೂ ಖಾಸಗಿ ಕೈಗಾರಿಕೆಗಳಿಂದ ಅರ್ಜಿ ಆಹ್ವಾನಿಸಲಾಗಿದೆ. ಸ್ವಾವಲಂಬನೆ ಉದ್ದೇಶದೊಂದಿಗೆ ಕೈಗೊಂಡಿರುವ ಈ ಯೋಜನೆಯಡಿ ಎಣ್ಣೆ ತೆಗೆಯುವ ಘಟಕಗಳ ಸ್ಥಾಪನೆಗೆ ಶೇ.33ರಷ್ಟು ಅಥವಾ ರೂ. 9.99 ಲಕ್ಷ ಗರಿಷ್ಠ ಸಹಾಯಧನ ನೀಡಲಾಗುವುದು. ಆಸಕ್ತರು ಜುಲೈ 30 ರೊಳಗೆ ಸಂಬಂಧಪಟ್ಟ ಸಹಾಯಕ ಕೃಷಿ ನಿರ್ದೇಶಕರು, ರೈತ ಸಂಪರ್ಕ ಕೇಂದ್ರಗಳಲ್ಲಿ ಅರ್ಜಿ ಸಲ್ಲಿಸಬಹುದು. ಹೆಚ್ಚಿನ ಮಾಹಿತಿಗೆ ಜಂಟಿ ಕೃಷಿ ನಿರ್ದೇಶಕರ ಕಚೇರಿ ಸಂಪರ್ಕಿಸುವಂತೆ ಕೃಷಿ ಇಲಾಖೆ ಪ್ರಕಟಣೆಯಲ್ಲಿ ತಿಳಿಸಿದೆ. (60, 631, 264, 751)
story2-title-b: ಅರ್ಜಿ ಆಹ್ವಾನ (130, 602, 214, 623)
shadi-photo-caption: ಶಾಸಕ ಎನ್.ಶ್ರೀನಿವಾಸ್ ಮಾತನಾಡಿ, ನೆಲಮಂಗಲ ಕ್ಷೇತ್ರದಲ್ಲಿ ಅಲ್ಪಸಂಖ್ಯಾತರ ಕಲ್ಯಾಣ ಇಲಾಖೆಯಿಂದ ಅನೇಕ ಕಾಮಗಾರಿಗಳು ನಡೆಯುತ್ತಿದ್ದು, ಅಭಿವೃದ್ಧಿಗೆ ಆದ್ಯತೆ ನೀಡಲಾಗಿದೆ. ಶಾದಿ ಮಹಲ್ ನಿರ್ಮಾಣದಿಂದ ಬಡ ಕುಟುಂಬಗಳಿಗೆ ಅನುಕೂಲವಾಗಲಿದೆ ಎಂದರು. (258, 1851, 386, 1935)
logo-tagline: ರಾಷ್ಟ್ರ ಜಾಗೃತಿಯ ದೈನಿಕ (130, 42, 183, 50)
byline-marker-icon (288, 220, 295, 227)
chevron-right-icon: » (1124, 865, 1134, 876)
lead-col1 (288, 236, 546, 736)
side-box-2-body: ಪಟ್ಟಣದ ಪ್ರಮುಖ ರಸ್ತೆ ಸೇರಿದಂತೆ ಬಿಡದಿ ಕೈಗಾರಿಕಾ ಪ್ರದೇಶದ ಹಲವು ರಸ್ತೆಗಳಲ್ಲಿ ಅಡ್ಡಾದಿಡ್ಡಿ ಪಾರ್ಕಿಂಗ್ ಮಾಡುತ್ತಿರುವ ಕುರಿತು ಬಿಡದಿ ಪೊಲೀಸ್ ಠಾಣೆ ಸಿಪಿಐ ಶಂಕರ್ ನಾಯಕ್ ವರದಿ ನೀಡಿದ್ದರು. ವರದಿ ಆಧರಿಸಿ ಎಸ್ಪಿ ಶ್ರೀನಿವಾಸ ಗೌಡ ಅವರು ಜಿಲ್ಲಾಧಿಕಾರಿಗಳಿಗೆ ಪತ್ರ ಬರೆದಿದ್ದರು. ವಾಹನ ಸಂಚಾರಕ್ಕೆ ಅಡ್ಡಿಯಾಗುವ ರಸ್ತೆಗಳನ್ನು ನೋ ಪಾರ್ಕಿಂಗ್ ಪ್ರದೇಶವೆಂದು ಘೋಷಿಸುವಂತೆ ಮನವಿ ಮಾಡಿದ್ದರು. ಅದರಂತೆ ಆದೇಶ ಹೊರಡಿಸಲಾಗಿದೆ. (1082, 507, 1298, 579)
work-info-body1 (294, 914, 568, 1186)
story1-body (60, 214, 264, 568)
ekhata-doc-item: » ಆಸ್ತಿಯ ಜಿಪಿಎಸ್ ಸಹಿತ ಫೋಟೋ (1124, 886, 1244, 897)
progressive-body-b: ಎಲ್ಲರೂ ಒಗ್ಗೂಡಿ ಸಮಾಜ ಕಟ್ಟುವ ಕೆಲಸ ಮಾಡಬೇಕಿದೆ. ಗ್ರಾಮೀಣ ಹಾಗೂ ನಗರ ಪ್ರದೇಶದ ಜನರಿಗೆ ಆರೋಗ್ಯ ಸೇವೆ ಒದಗಿಸುವಲ್ಲಿ ಸಂಸ್ಥೆ ಶ್ರಮಿಸುತ್ತಿದೆ ಎಂದರು. ಕಾರ್ಯಕ್ರಮದಲ್ಲಿ ನೂತನ ಅಧ್ಯಕ್ಷರು, ಕಾರ್ಯದರ್ಶಿ ಹಾಗೂ ಪದಾಧಿಕಾರಿಗಳು ಅಧಿಕಾರ ಸ್ವೀಕರಿಸಿದರು. ಹಲವು ಗಣ್ಯರು ಉಪಸ್ಥಿತರಿದ್ದರು. (1086, 1165, 1304, 1212)
ekhata-body-text: ಗ್ರೇಟರ್ ಬೆಂಗಳೂರು ಪ್ರಾಧಿಕಾರದ ವ್ಯಾಪ್ತಿಯ ಮಹದೇವಪುರ ಕ್ಷೇತ್ರ ವ್ಯಾಪ್ತಿಯಲ್ಲಿರುವ ಆರ್.ಟಿ ನಗರದ ಎಚ್‌ಎಂಟಿ ವಾರ್ಡ್‌ನಲ್ಲಿ ಜು 22 ಹಾಗೂ 23ರಂದು ಬೆಳಗ್ಗೆ 10 ರಿಂದ ಸಂಜೆ 4ರವರೆಗೆ ಬೃಹತ್ ಇ-ಖಾತಾ ಮೇಳ ಹಮ್ಮಿಕೊಳ್ಳಲಾಗಿದೆ ಎಂದು ಜಿಬಿಎ ತಿಳಿಸಿದೆ. ನಗರದಲ್ಲಿ 25 ಲಕ್ಷ ಸ್ವತ್ತುಗಳಿದ್ದು, 6.5 ಲಕ್ಷ ಸ್ವತ್ತುಗಳಿಗೆ ಖಾತಾದಾರರು ಅಂತಿಮ ಇ-ಖಾತಾ ಪಡೆದುಕೊಂಡಿದ್ದಾರೆ. ಪೂರ್ವ ವಲಯದಲ್ಲಿ ಒಟ್ಟು 3,45,858 ಸ್ವತ್ತುಗಳ ಪೈಕಿ 55,917 ಸ್ವತ್ತುಗಳಿಗೆ ಅಂತಿಮ ಇ-ಖಾತಾ ನೀಡಲಾಗಿದೆ. ಪಶ್ಚಿಮ ವಲಯದಲ್ಲಿ ಒಟ್ಟು 50,000 ಸ್ವತ್ತುಗಳ ಪೈಕಿ 13,000 ಸ್ವತ್ತುಗಳಿಗೆ ಅಂತಿಮ ಇ-ಖಾತೆಯನ್ನು ನೀಡಲಾಗಿದೆ. ಉಳಿದಂತೆ 37,000 ಸ್ವತ್ತುಗಳ ಮಾಲೀಕರು ಅಂತಿಮ ಇ-ಖಾತೆ ಪಡೆಯಬೇಕಿದೆ ಎಂದು ಜಿಬಿಎ ತಿಳಿಸಿದೆ. (858, 785, 1108, 893)
surgery-body-text: ಬೆಂಗಳೂರಿನ ಖಾಸಗಿ ಆಸ್ಪತ್ರೆಯ ವೈದ್ಯರು ಅಪರೂಪದ ಶಸ್ತ್ರಚಿಕಿತ್ಸೆ ನಡೆಸಿ 60 ವರ್ಷದ ರೋಗಿಯ ಗಂಟಲಿನಲ್ಲಿ ಸಿಲುಕಿದ್ದ ಹಲ್ಲು ಹಾಗೂ ಕರಿಮೆಣಸನ್ನು ಯಶಸ್ವಿಯಾಗಿ ಹೊರತೆಗೆದಿದ್ದಾರೆ. ರೋಗಿಯು ಉಸಿರಾಟದ ತೊಂದರೆಯಿಂದ ಆಸ್ಪತ್ರೆಗೆ ದಾಖಲಾಗಿದ್ದರು. ತಪಾಸಣೆ ವೇಳೆ ಶ್ವಾಸನಾಳದಲ್ಲಿ ವಸ್ತು ಸಿಲುಕಿರುವುದು ಪತ್ತೆಯಾಗಿತ್ತು. ಬ್ರಾಂಕೋಸ್ಕೋಪಿ ಮೂಲಕ ಅದನ್ನು ಹೊರತೆಗೆಯಲಾಗಿದೆ. ರೋಗಿಯು ಈಗ ಚೇತರಿಸಿಕೊಳ್ಳುತ್ತಿದ್ದಾರೆ ಎಂದು ಆಸ್ಪತ್ರೆಯ ಶ್ವಾಸಕೋಶ ತಜ್ಞ ಡಾ. ವಿವೇಕ್ ತಿಳಿಸಿದರು. (858, 1435, 1306, 1482)
streetlight-title: ಬೀದಿದೀಪ ದುರಸ್ತಿಗೊಳಿಸಿ (586, 920, 705, 938)
parking-photo-caption: ನೋ ಪಾರ್ಕಿಂಗ್‌ಗೆ ಆದೇಶ ನೀಡಿದ ಡಿಸಿ (564, 464, 736, 480)
registration-marks-right (836, 1990, 896, 2002)
story1-text: ಕರ್ನಾಟಕ ಕಟ್ಟಡ ಮತ್ತು ಇತರೆ ನಿರ್ಮಾಣ ಕಾರ್ಮಿಕರ ಕಲ್ಯಾಣ ಮಂಡಳಿಯಲ್ಲಿ ನೋಂದಾಯಿತರಾದ ಕಾರ್ಮಿಕರಿಗೆ ನೀಡುವ ಅಂತ್ಯಕ್ರಿಯೆ ವೆಚ್ಚ ಅನುಗ್ರಹ ರಾಶಿ ಸಹಾಯಧನ ಹಾಗೂ ಅಪಘಾತ ಪರಿಹಾರ ಮೊತ್ತವನ್ನು ಹೆಚ್ಚಿಸಿದೆ. ನೋಂದಾಯಿತ ಕಾರ್ಮಿಕರು ಸಾಮಾನ್ಯವಾಗಿ ಅಥವಾ ಅಪಘಾತದಲ್ಲಿ ಮೃತಪಟ್ಟರೆ ಅಂತ್ಯಕ್ರಿಯೆ ವೆಚ್ಚ ಮತ್ತು ಕುಟುಂಬಕ್ಕೆ ಆರ್ಥಿಕ ನೆರವು ನೀಡಲಾಗುತ್ತದೆ. ಅನುಗ್ರಹ ರಾಶಿ ರೂಪದಲ್ಲಿ ರೂ. 75,000 ಸಹಾಯಧನ ನೀಡಲಾಗುತ್ತಿತ್ತು. ಈಗ ಈ ಮೊತ್ತವನ್ನು ರೂ. 1,50,000ಗಳಿಗೆ ಹೆಚ್ಚಿಸಲಾಗಿದೆ. ಅದೇ ರೀತಿ ಕೆಲಸದ ಸ್ಥಳಗಳಲ್ಲಿ ಉಂಟಾಗುವ ಅಪಘಾತದಲ್ಲಿ ಮೃತಪಟ್ಟರೆ ನೋಂದಾಯಿತ ಕಾರ್ಮಿಕರಿಗೆ ನೀಡಲಾಗುತ್ತಿದ್ದ ರೂ. 5,00,000 ಪರಿಹಾರ ಧನವನ್ನು ರೂ. 8,00,000 ಗಳಿಗೆ ಹೆಚ್ಚಿಸಿ, ಪರಿಷ್ಕೃತ ಮೊತ್ತವನ್ನು ಪಡೆಯಲು ಫಲಾನುಭವಿ ಅರ್ಜಿ ಸಲ್ಲಿಸಬೇಕು. ಹೆಚ್ಚಿನ ಮಾಹಿತಿಗಾಗಿ ಕಾರ್ಮಿಕ ಇಲಾಖೆ ಕಚೇರಿಯನ್ನು ಸಂಪರ್ಕಿಸಬೇಕು ಎಂದು ಜಿಲ್ಲಾ ಕಾರ್ಮಿಕ ಅಧಿಕಾರಿ ಡಿ. ಭಾರತಿ ಪ್ರಕಟಣೆಯಲ್ಲಿ ತಿಳಿಸಿದ್ದಾರೆ. (60, 215, 264, 384)
story2-place: ಕೋಲಾರ: (60, 631, 89, 641)
progressive-headline: ಪ್ರಗತಿಪರ ಸಮಾಜ ನಿರ್ಮಾಣಕ್ಕೆ ಬದ್ಧ (858, 1008, 1136, 1036)
court-headline: ನ್ಯಾಯಾಂಗದ ಮೇಲೆ ನಂಬಿಕೆ (690, 1596, 958, 1631)
work-info-place: ಬೆಂಗಳೂರು: (294, 915, 330, 925)
work-info-quote: ಮಹದೇವಪುರ ವಲಯ ವ್ಯಾಪ್ತಿಯಲ್ಲಿ ಎರಡೂ ವಿಧಾನ ಸಭಾ ಕ್ಷೇತ್ರಗಳಲ್ಲಿ ಬೃಹತ್ ಇ-ಖಾತಾ ಮೇಳ ಆಯೋಜಿಸಲು ಅಧಿಕಾರಿಗಳಿಗೆ ಸೂಚಿಸಲಾಗಿದೆ. (656, 803, 815, 840)
masthead-date: 22 ಜುಲೈ 2025 (1140, 30, 1210, 43)
court-box-body: ಸುಳ್ಳು ಆರೋಪಗಳನ್ನು ಮಾಡಿ ಕಪಟ ನಾಟಕದ ಮೂಲಕ ಜನರನ್ನು ದಾರಿ ತಪ್ಪಿಸಲು ಯತ್ನಿಸಿದ ಬಿಜೆಪಿ ಮತ್ತು ಜೆಡಿಎಸ್ ನಾಯಕರಿಗೆ ಸುಪ್ರೀಂ ಕೋರ್ಟ್ ತೀರ್ಪಿನಿಂದ ತಕ್ಕ ಪಾಠವಾಗಿದೆ. ಇನ್ನಾದರೂ ವಿಪಕ್ಷಗಳು ಜನಪರ ವಿಷಯಗಳ ಬಗ್ಗೆ ಚರ್ಚೆ ಮಾಡಲಿ ಎಂದು ಸಿಎಂ ಹೇಳಿದರು. (906, 1669, 1084, 1728)
work-info-body2: ಕೈಗೊಂಡಿರುವ ಕಾಮಗಾರಿಗಳ ಬಗ್ಗೆ ಪರಿಶೀಲನೆ ನಡೆಸಿ ವರದಿ ನೀಡಬೇಕು. ರಸ್ತೆ ಗುಂಡಿ ಮುಚ್ಚುವ ಕಾರ್ಯ ಕೂಡಲೇ ಪೂರ್ಣಗೊಳಿಸಬೇಕು. ಸಾರ್ವಜನಿಕರ ದೂರುಗಳಿಗೆ ತ್ವರಿತವಾಗಿ ಸ್ಪಂದಿಸಬೇಕು ಎಂದರು. (576, 1137, 830, 1172)
ekhata-doc-item: » ಆಸ್ತಿ ತೆರಿಗೆ ರಶೀದಿ (1124, 844, 1191, 855)
work-info-quote-by-text: ಮಹೇಶ್ವರ್ ರಾವ್, (667, 859, 729, 870)
story3-title-a: ಅಂಡಾಣು ಸಂರಕ್ಷಣೆ (100, 1018, 207, 1038)
story3-place: ಬೆಂಗಳೂರು: (60, 1067, 96, 1077)
